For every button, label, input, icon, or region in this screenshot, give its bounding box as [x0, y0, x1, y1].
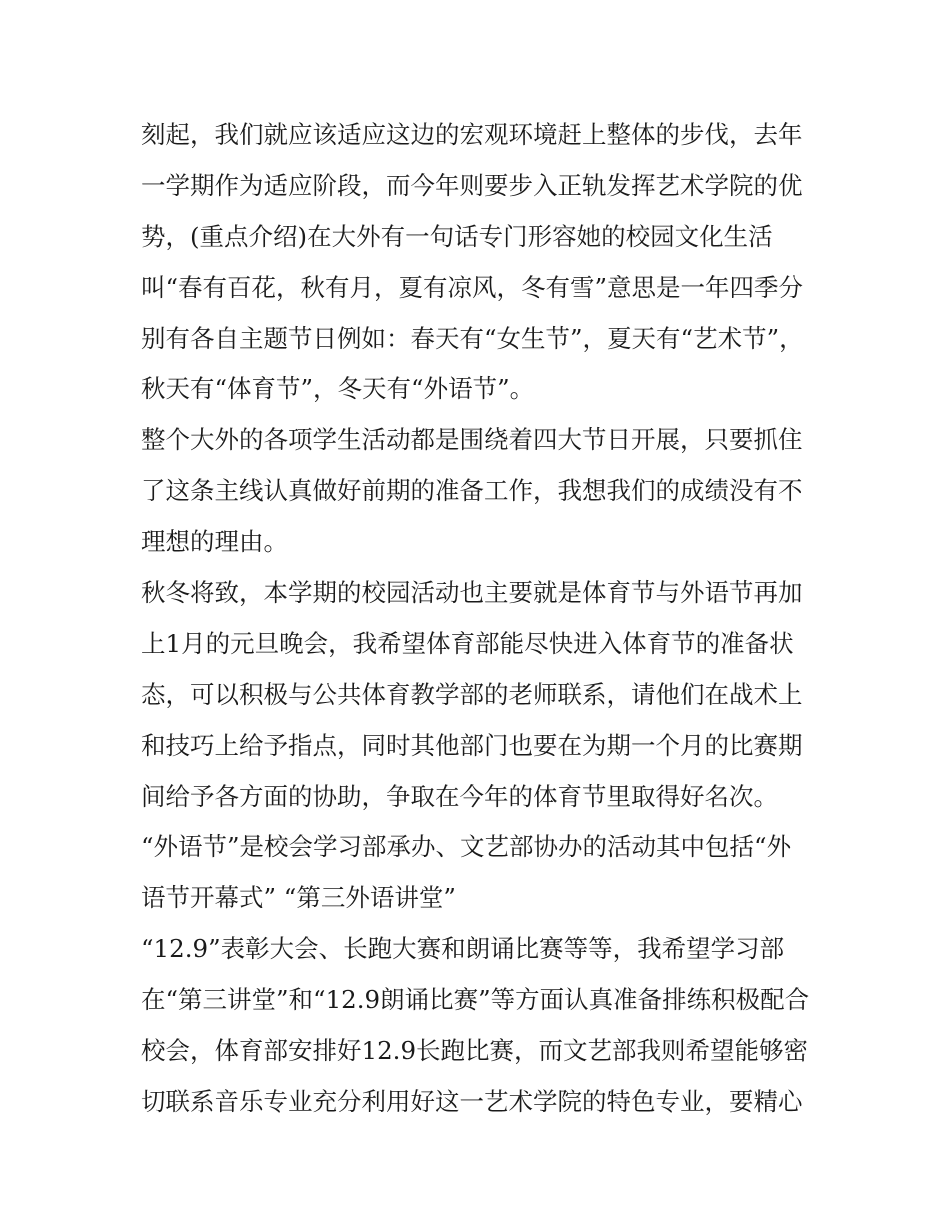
text-line: “12.9”表彰大会、长跑大赛和朗诵比赛等等，我希望学习部: [141, 934, 785, 964]
text-line: 整个大外的各项学生活动都是围绕着四大节日开展，只要抓住: [141, 425, 803, 455]
text-line: 刻起，我们就应该适应这边的宏观环境赶上整体的步伐，去年: [141, 120, 803, 149]
text-line: 秋冬将致，本学期的校园活动也主要就是体育节与外语节再加: [141, 578, 803, 608]
text-line: 别有各自主题节日例如：春天有“女生节”，夏天有“艺术节”，: [141, 323, 804, 353]
text-line: 在“第三讲堂”和“12.9朗诵比赛”等方面认真准备排练积极配合: [141, 985, 810, 1015]
text-line: 秋天有“体育节”，冬天有“外语节”。: [141, 374, 535, 404]
text-line: 理想的理由。: [141, 527, 288, 557]
text-line: 叫“春有百花，秋有月，夏有凉风，冬有雪”意思是一年四季分: [141, 272, 804, 302]
text-line: 切联系音乐专业充分利用好这一艺术学院的特色专业，要精心: [141, 1086, 803, 1116]
text-line: 语节开幕式” “第三外语讲堂”: [141, 883, 456, 913]
body-text: [141, 110, 821, 1128]
text-line: 势，(重点介绍)在大外有一句话专门形容她的校园文化生活: [141, 221, 773, 251]
text-line: “外语节”是校会学习部承办、文艺部协办的活动其中包括“外: [141, 832, 792, 862]
text-line: 一学期作为适应阶段，而今年则要步入正轨发挥艺术学院的优: [141, 170, 803, 200]
text-line: 校会，体育部安排好12.9长跑比赛，而文艺部我则希望能够密: [141, 1036, 809, 1066]
text-line: 了这条主线认真做好前期的准备工作，我想我们的成绩没有不: [141, 476, 803, 506]
text-line: 和技巧上给予指点，同时其他部门也要在为期一个月的比赛期: [141, 730, 803, 760]
text-line: 间给予各方面的协助，争取在今年的体育节里取得好名次。: [141, 781, 778, 811]
text-line: 态，可以积极与公共体育教学部的老师联系，请他们在战术上: [141, 679, 803, 709]
text-line: 上1月的元旦晚会，我希望体育部能尽快进入体育节的准备状: [141, 628, 794, 658]
